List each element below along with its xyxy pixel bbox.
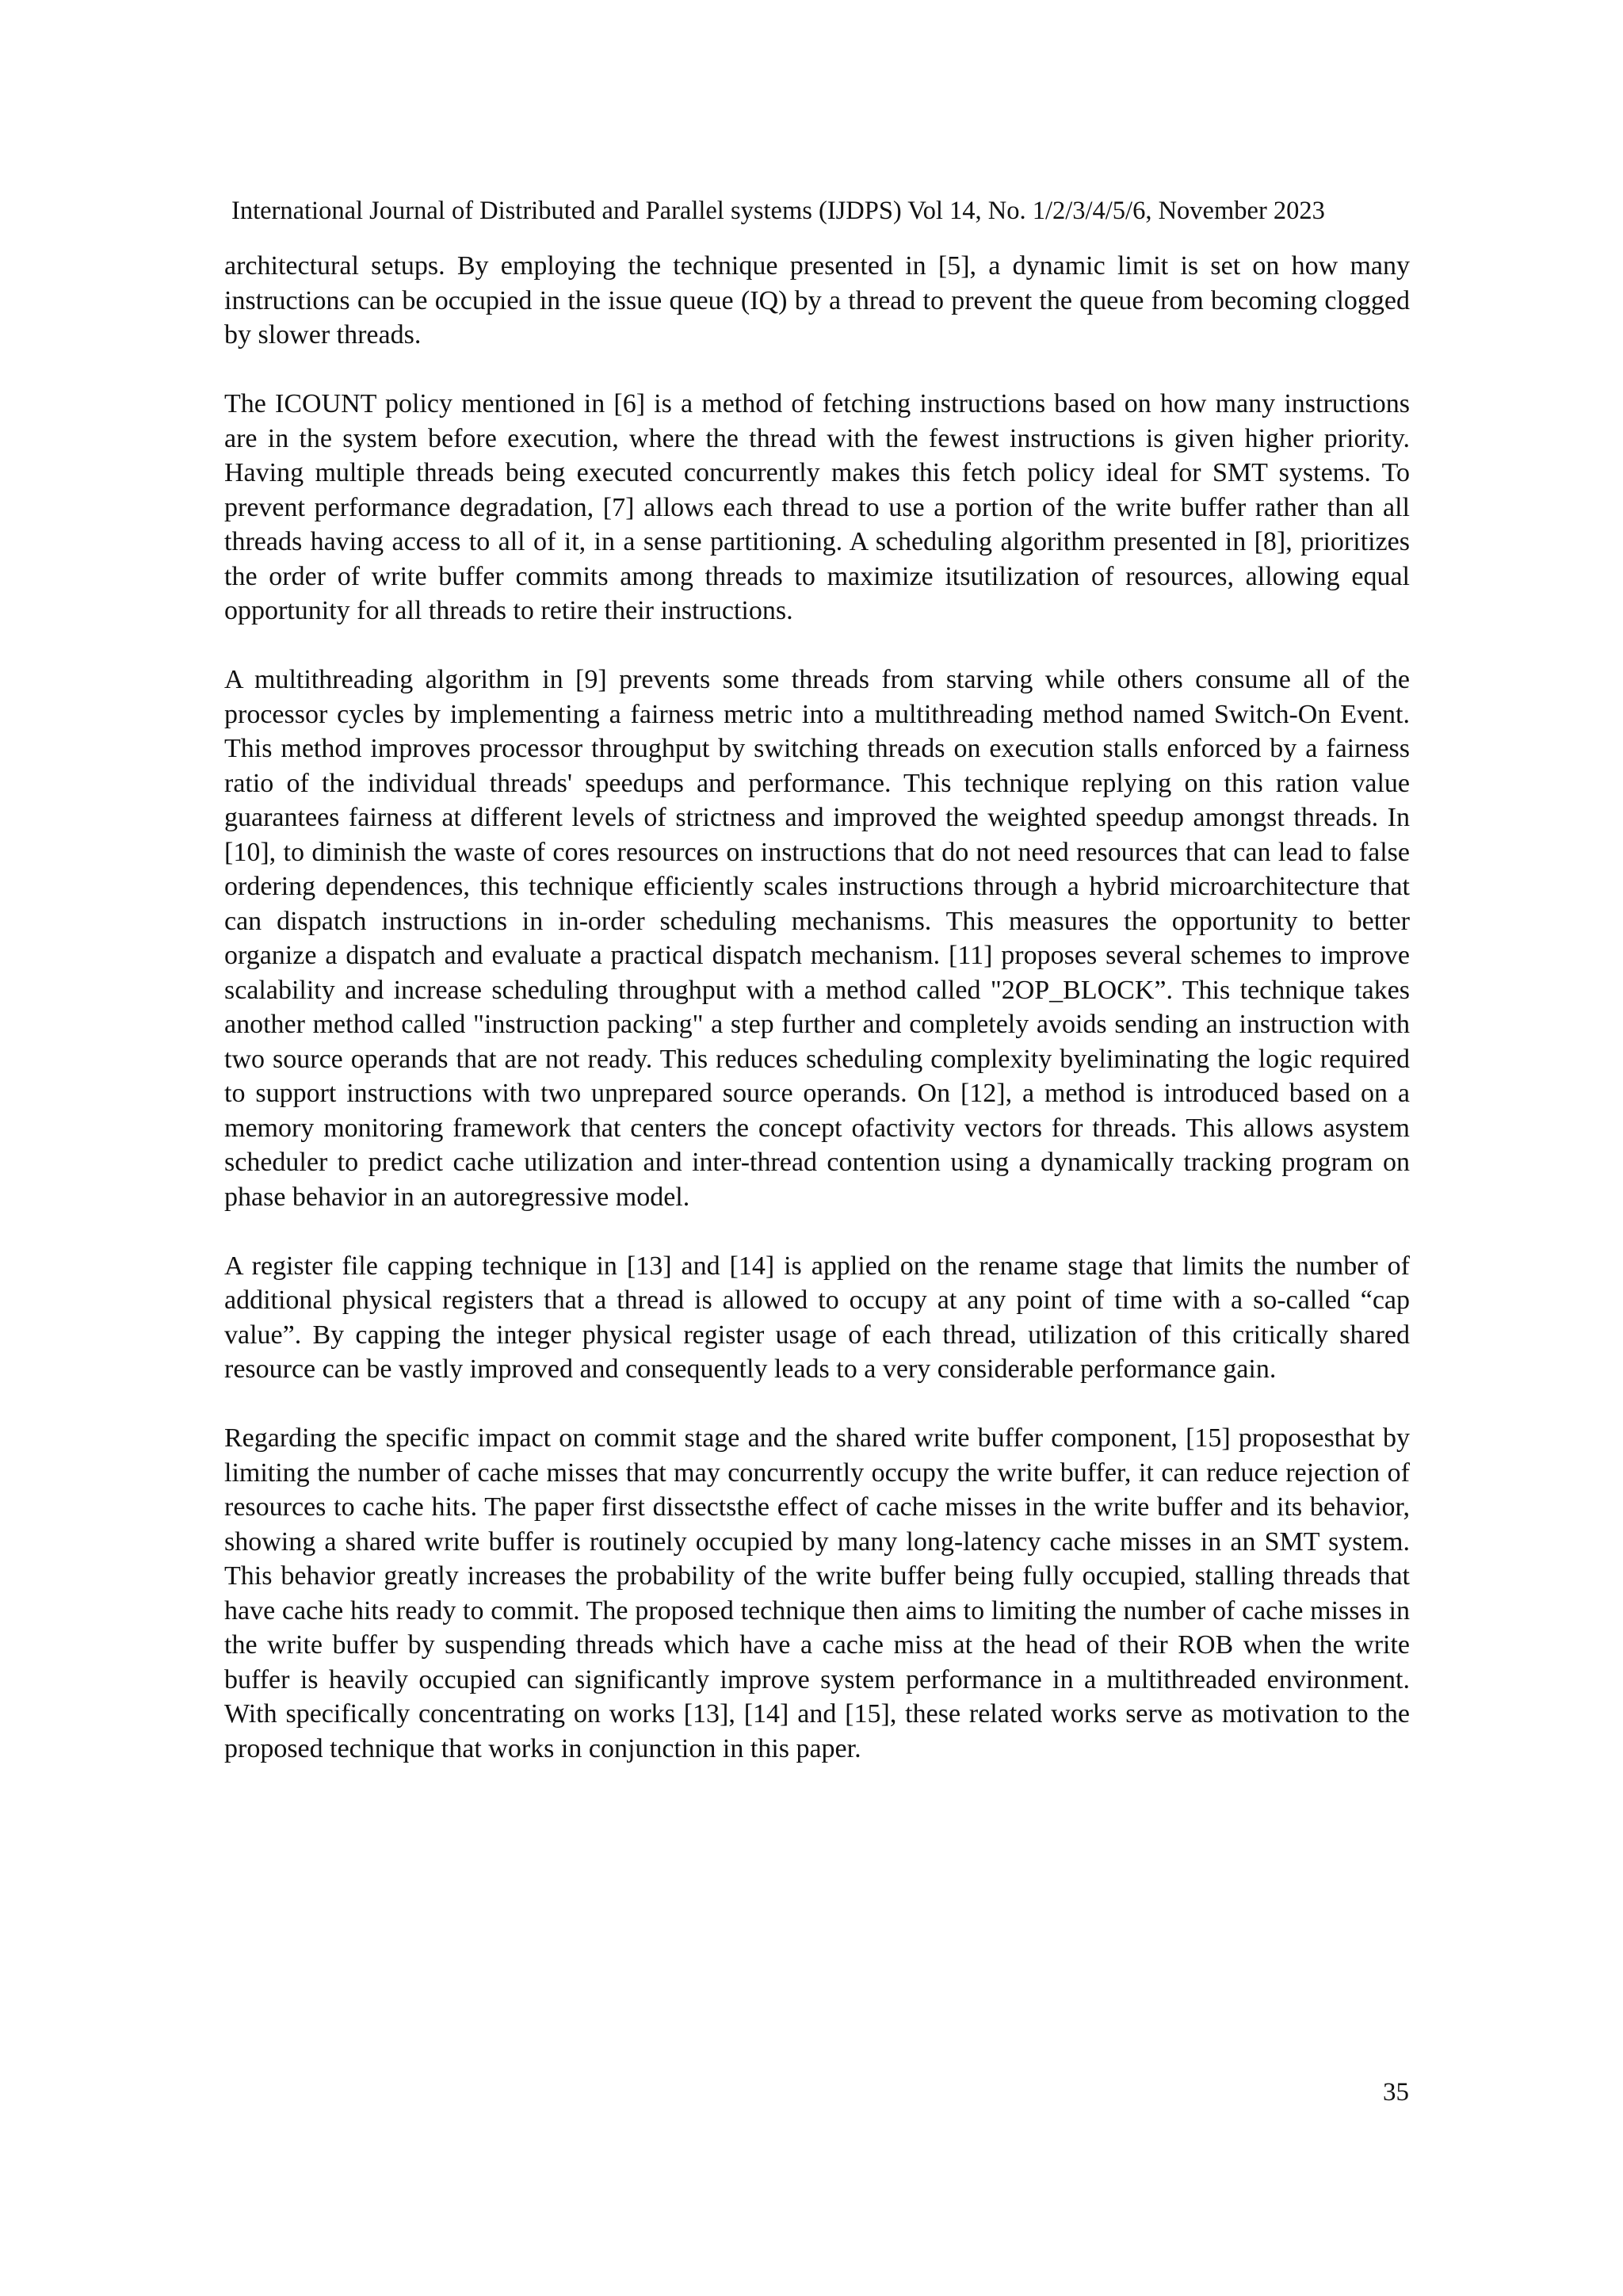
- paragraph-write-buffer: Regarding the specific impact on commit stage and the shared write buffer component, [15] proposesthat by limiting the number of cache misses that may concurrently occupy the write buffer, it can reduce rejection of resources to cache hits. The paper first dissectsthe effect of cache misses in the write buffer and its behavior, showing a shared write buffer is routinely occupied by many long-latency cache misses in an SMT system. This behavior greatly increases the probability of the write buffer being fully occupied, stalling threads that have cache hits ready to commit. The proposed technique then aims to limiting the number of cache misses in the write buffer by suspending threads which have a cache miss at the head of their ROB when the write buffer is heavily occupied can significantly improve system performance in a multithreaded environment. With specifically concentrating on works [13], [14] and [15], these related works serve as motivation to the proposed technique that works in conjunction in this paper.: [224, 1423, 1410, 1763]
- paragraph-iq-limit: architectural setups. By employing the technique presented in [5], a dynamic limit is set on how many instructions can be occupied in the issue queue (IQ) by a thread to prevent the queue from becoming clogged by slower threads.: [224, 251, 1410, 350]
- paragraph-icount-policy: The ICOUNT policy mentioned in [6] is a method of fetching instructions based on how many instructions are in the system before execution, where the thread with the fewest instructions is given higher priority. Having multiple threads being executed concurrently makes this fetch policy ideal for SMT systems. To prevent performance degradation, [7] allows each thread to use a portion of the write buffer rather than all threads having access to all of it, in a sense partitioning. A scheduling algorithm presented in [8], prioritizes the order of write buffer commits among threads to maximize itsutilization of resources, allowing equal opportunity for all threads to retire their instructions.: [224, 389, 1410, 625]
- running-header: International Journal of Distributed and Parallel systems (IJDPS) Vol 14, No. 1/2/3/4/5/6, November 2023: [231, 197, 1325, 225]
- paragraph-register-capping: A register file capping technique in [13] and [14] is applied on the rename stage that limits the number of additional physical registers that a thread is allowed to occupy at any point of time with a so-called “cap value”. By capping the integer physical register usage of each thread, utilization of this critically shared resource can be vastly improved and consequently leads to a very considerable performance gain.: [224, 1251, 1410, 1384]
- body-text: [224, 249, 1410, 1766]
- paragraph-multithreading-algorithms: A multithreading algorithm in [9] prevents some threads from starving while others consume all of the processor cycles by implementing a fairness metric into a multithreading method named Switch-On Event. This method improves processor throughput by switching threads on execution stalls enforced by a fairness ratio of the individual threads' speedups and performance. This technique replying on this ration value guarantees fairness at different levels of strictness and improved the weighted speedup amongst threads. In [10], to diminish the waste of cores resources on instructions that do not need resources that can lead to false ordering dependences, this technique efficiently scales instructions through a hybrid microarchitecture that can dispatch instructions in in-order scheduling mechanisms. This measures the opportunity to better organize a dispatch and evaluate a practical dispatch mechanism. [11] proposes several schemes to improve scalability and increase scheduling throughput with a method called "2OP_BLOCK”. This technique takes another method called "instruction packing" a step further and completely avoids sending an instruction with two source operands that are not ready. This reduces scheduling complexity byeliminating the logic required to support instructions with two unprepared source operands. On [12], a method is introduced based on a memory monitoring framework that centers the concept ofactivity vectors for threads. This allows asystem scheduler to predict cache utilization and inter-thread contention using a dynamically tracking program on phase behavior in an autoregressive model.: [224, 665, 1410, 1212]
- page-number: 35: [1383, 2078, 1409, 2107]
